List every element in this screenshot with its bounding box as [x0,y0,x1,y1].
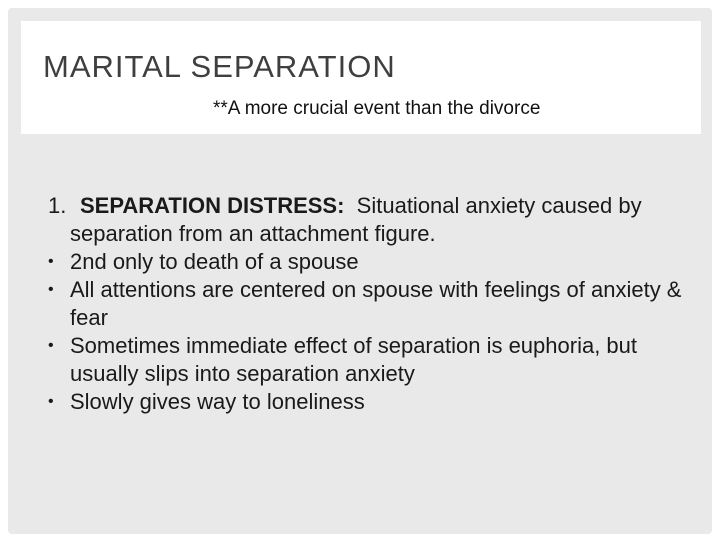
list-item [48,388,688,416]
slide-title: MARITAL SEPARATION [43,49,396,84]
slide-subtitle: **A more crucial event than the divorce [213,98,541,119]
slide-body [48,192,688,416]
item-number: 1. [48,193,67,218]
list-item [48,332,688,388]
bullet-text: 2nd only to death of a spouse [70,249,359,274]
item-heading: SEPARATION DISTRESS: [80,193,345,218]
list-item [48,276,688,332]
list-item [48,248,688,276]
numbered-item [48,192,688,248]
title-band [21,21,701,134]
item-text: Situational anxiety caused by separation from an attachment figure. [70,193,642,246]
bullet-icon: • [48,393,54,410]
bullet-icon: • [48,281,54,298]
bullet-text: All attentions are centered on spouse with feelings of anxiety & fear [70,277,682,330]
bullet-icon: • [48,253,54,270]
bullet-text: Sometimes immediate effect of separation is euphoria, but usually slips into separation anxiety [70,333,638,386]
bullet-icon: • [48,337,54,354]
bullet-text: Slowly gives way to loneliness [70,389,365,414]
